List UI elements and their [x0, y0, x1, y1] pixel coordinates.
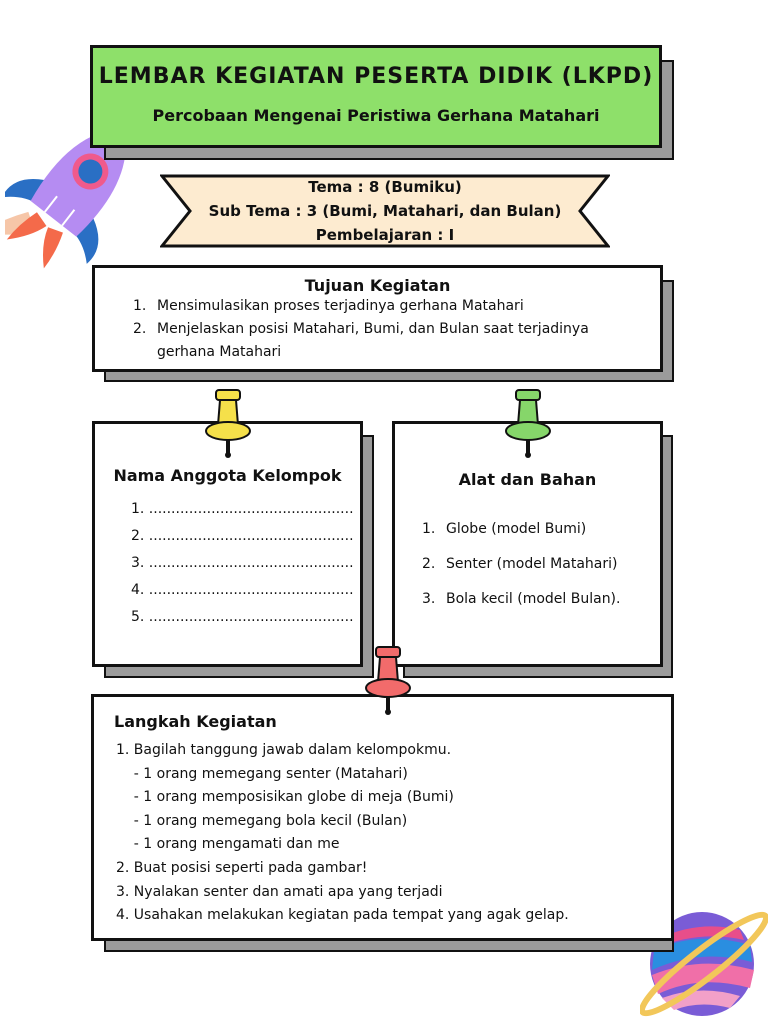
item-number: 1. — [422, 521, 436, 537]
step-line: - 1 orang memegang bola kecil (Bulan) — [116, 812, 408, 829]
step-line: 1. Bagilah tanggung jawab dalam kelompokmu. — [116, 742, 452, 758]
list-item — [422, 512, 650, 547]
item-text: Menjelaskan posisi Matahari, Bumi, dan Bulan saat terjadinya gerhana Matahari — [157, 321, 589, 360]
item-number: 3. — [422, 591, 436, 607]
item-text: Globe (model Bumi) — [446, 521, 587, 537]
name-line: 2. .............................................. — [131, 528, 354, 544]
nama-title: Nama Anggota Kelompok — [113, 466, 342, 485]
yellow-pin-icon — [204, 387, 252, 459]
list-item — [422, 547, 650, 582]
green-pin-icon — [504, 387, 552, 459]
step-line: - 1 orang memegang senter (Matahari) — [116, 765, 408, 782]
list-item — [133, 318, 620, 364]
item-text: Senter (model Matahari) — [446, 556, 618, 572]
name-line: 4. .............................................. — [131, 582, 354, 598]
page-title: LEMBAR KEGIATAN PESERTA DIDIK (LKPD) — [98, 64, 654, 89]
list-item — [422, 582, 650, 617]
item-text: Bola kecil (model Bulan). — [446, 591, 621, 607]
step-line: - 1 orang mengamati dan me — [116, 836, 340, 853]
pembelajaran-label: Pembelajaran : I — [315, 226, 455, 244]
nama-list — [131, 496, 354, 631]
alat-list — [422, 512, 650, 617]
header-banner — [90, 45, 662, 148]
langkah-title: Langkah Kegiatan — [114, 712, 277, 731]
item-number: 1. — [133, 298, 147, 314]
tema-label: Tema : 8 (Bumiku) — [308, 178, 462, 196]
item-number: 2. — [133, 321, 147, 337]
item-text: Mensimulasikan proses terjadinya gerhana Matahari — [157, 298, 524, 314]
tujuan-box — [92, 265, 663, 372]
name-line: 1. .............................................. — [131, 501, 354, 517]
alat-title: Alat dan Bahan — [458, 470, 597, 489]
tujuan-list — [133, 295, 620, 364]
sub-tema-label: Sub Tema : 3 (Bumi, Matahari, dan Bulan) — [208, 202, 562, 220]
list-item — [133, 295, 620, 318]
name-line: 5. .............................................. — [131, 609, 354, 625]
theme-ribbon — [160, 174, 610, 248]
tujuan-title: Tujuan Kegiatan — [304, 276, 451, 295]
step-line: 4. Usahakan melakukan kegiatan pada tempat yang agak gelap. — [116, 907, 569, 924]
page-subtitle: Percobaan Mengenai Peristiwa Gerhana Matahari — [152, 106, 600, 125]
red-pin-icon — [364, 644, 412, 716]
langkah-box — [91, 694, 674, 941]
name-line: 3. .............................................. — [131, 555, 354, 571]
step-line: - 1 orang memposisikan globe di meja (Bumi) — [116, 789, 454, 806]
item-number: 2. — [422, 556, 436, 572]
langkah-list — [116, 739, 569, 928]
step-line: 3. Nyalakan senter dan amati apa yang terjadi — [116, 883, 443, 900]
step-line: 2. Buat posisi seperti pada gambar! — [116, 859, 368, 876]
